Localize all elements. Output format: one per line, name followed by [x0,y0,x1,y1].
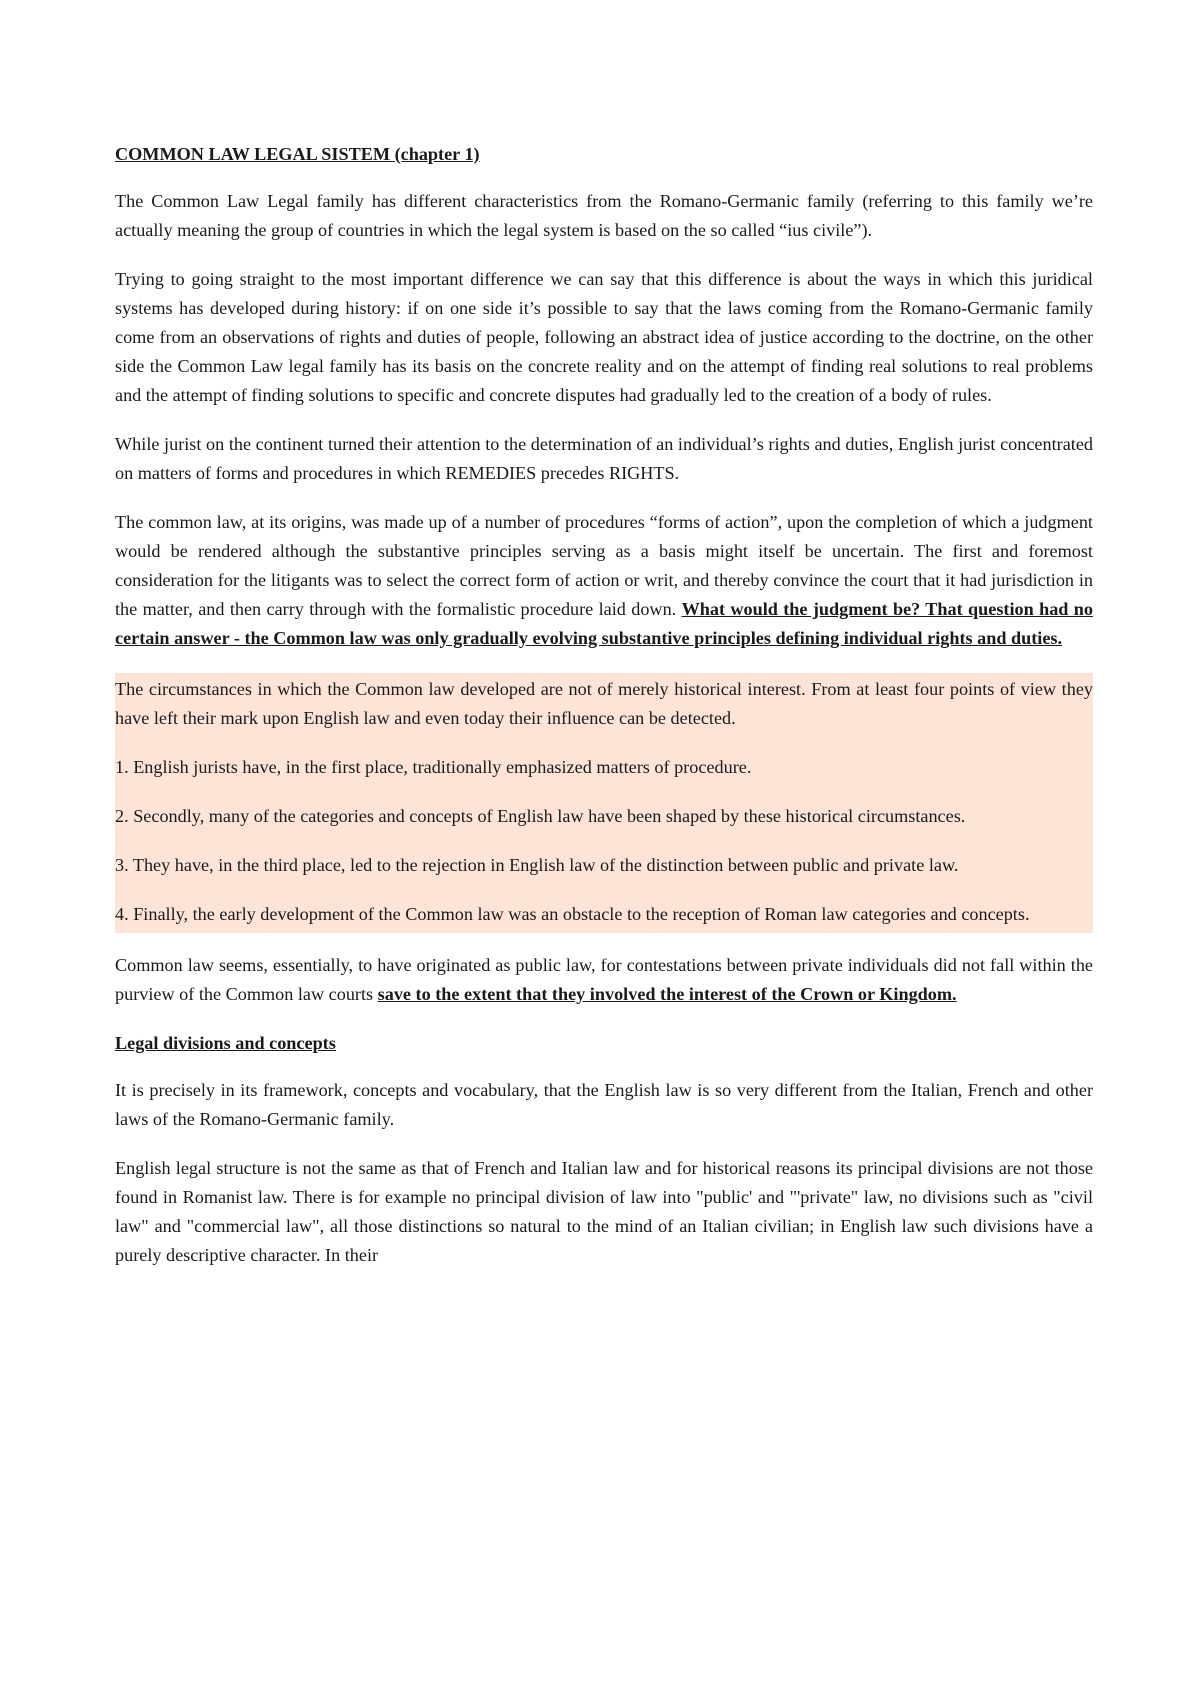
forms-of-action-emphasis: What would the judgment be? That question had no certain answer - the Common law was only gradually evolving substantive principles defining individual rights and duties. [115,599,1093,648]
paragraph-intro: The Common Law Legal family has different characteristics from the Romano-Germanic family (referring to this family we’re actually meaning the group of countries in which the legal system is based on the so called “ius civile”). [115,191,1093,240]
section-heading-legal-divisions: Legal divisions and concepts [115,1033,336,1053]
paragraph-circumstances: The circumstances in which the Common law developed are not of merely historical interest. From at least four points of view they have left their mark upon English law and even today their influence can be detected. [115,679,1093,728]
list-item-3: 3. They have, in the third place, led to the rejection in English law of the distinction between public and private law. [115,855,959,875]
paragraph-public-law [115,951,1093,1009]
list-item-2: 2. Secondly, many of the categories and concepts of English law have been shaped by these historical circumstances. [115,806,966,826]
list-item-1: 1. English jurists have, in the first place, traditionally emphasized matters of procedure. [115,757,752,777]
highlighted-section [115,673,1093,933]
document-page [115,140,1093,1290]
paragraph-main-difference: Trying to going straight to the most important difference we can say that this difference is about the ways in which this juridical systems has developed during history: if on one side it’s possible to say that the laws coming from the Romano-Germanic family come from an observations of rights and duties of people, following an abstract idea of justice according to the doctrine, on the other side the Common Law legal family has its basis on the concrete reality and on the attempt of finding real solutions to real problems and the attempt of finding solutions to specific and concrete disputes had gradually led to the creation of a body of rules. [115,269,1093,405]
public-law-emphasis: save to the extent that they involved the interest of the Crown or Kingdom. [377,984,957,1004]
document-title: COMMON LAW LEGAL SISTEM (chapter 1) [115,144,480,164]
paragraph-legal-structure: English legal structure is not the same as that of French and Italian law and for historical reasons its principal divisions are not those found in Romanist law. There is for example no principal division of law into "public' and "'private" law, no divisions such as "civil law" and "commercial law", all those distinctions so natural to the mind of an Italian civilian; in English law such divisions have a purely descriptive character. In their [115,1158,1093,1265]
paragraph-forms-of-action [115,508,1093,653]
list-item-4: 4. Finally, the early development of the Common law was an obstacle to the reception of Roman law categories and concepts. [115,904,1030,924]
forms-of-action-text: The common law, at its origins, was made up of a number of procedures “forms of action”, upon the completion of which a judgment would be rendered although the substantive principles serving as a basis might itself be uncertain. The first and foremost consideration for the litigants was to select the correct form of action or writ, and thereby convince the court that it had jurisdiction in the matter, and then carry through with the formalistic procedure laid down. [115,512,1093,619]
public-law-text: Common law seems, essentially, to have originated as public law, for contestations between private individuals did not fall within the purview of the Common law courts [115,955,1093,1004]
paragraph-remedies-rights: While jurist on the continent turned their attention to the determination of an individual’s rights and duties, English jurist concentrated on matters of forms and procedures in which REMEDIES precedes RIGHTS. [115,434,1093,483]
paragraph-framework: It is precisely in its framework, concepts and vocabulary, that the English law is so very different from the Italian, French and other laws of the Romano-Germanic family. [115,1080,1093,1129]
